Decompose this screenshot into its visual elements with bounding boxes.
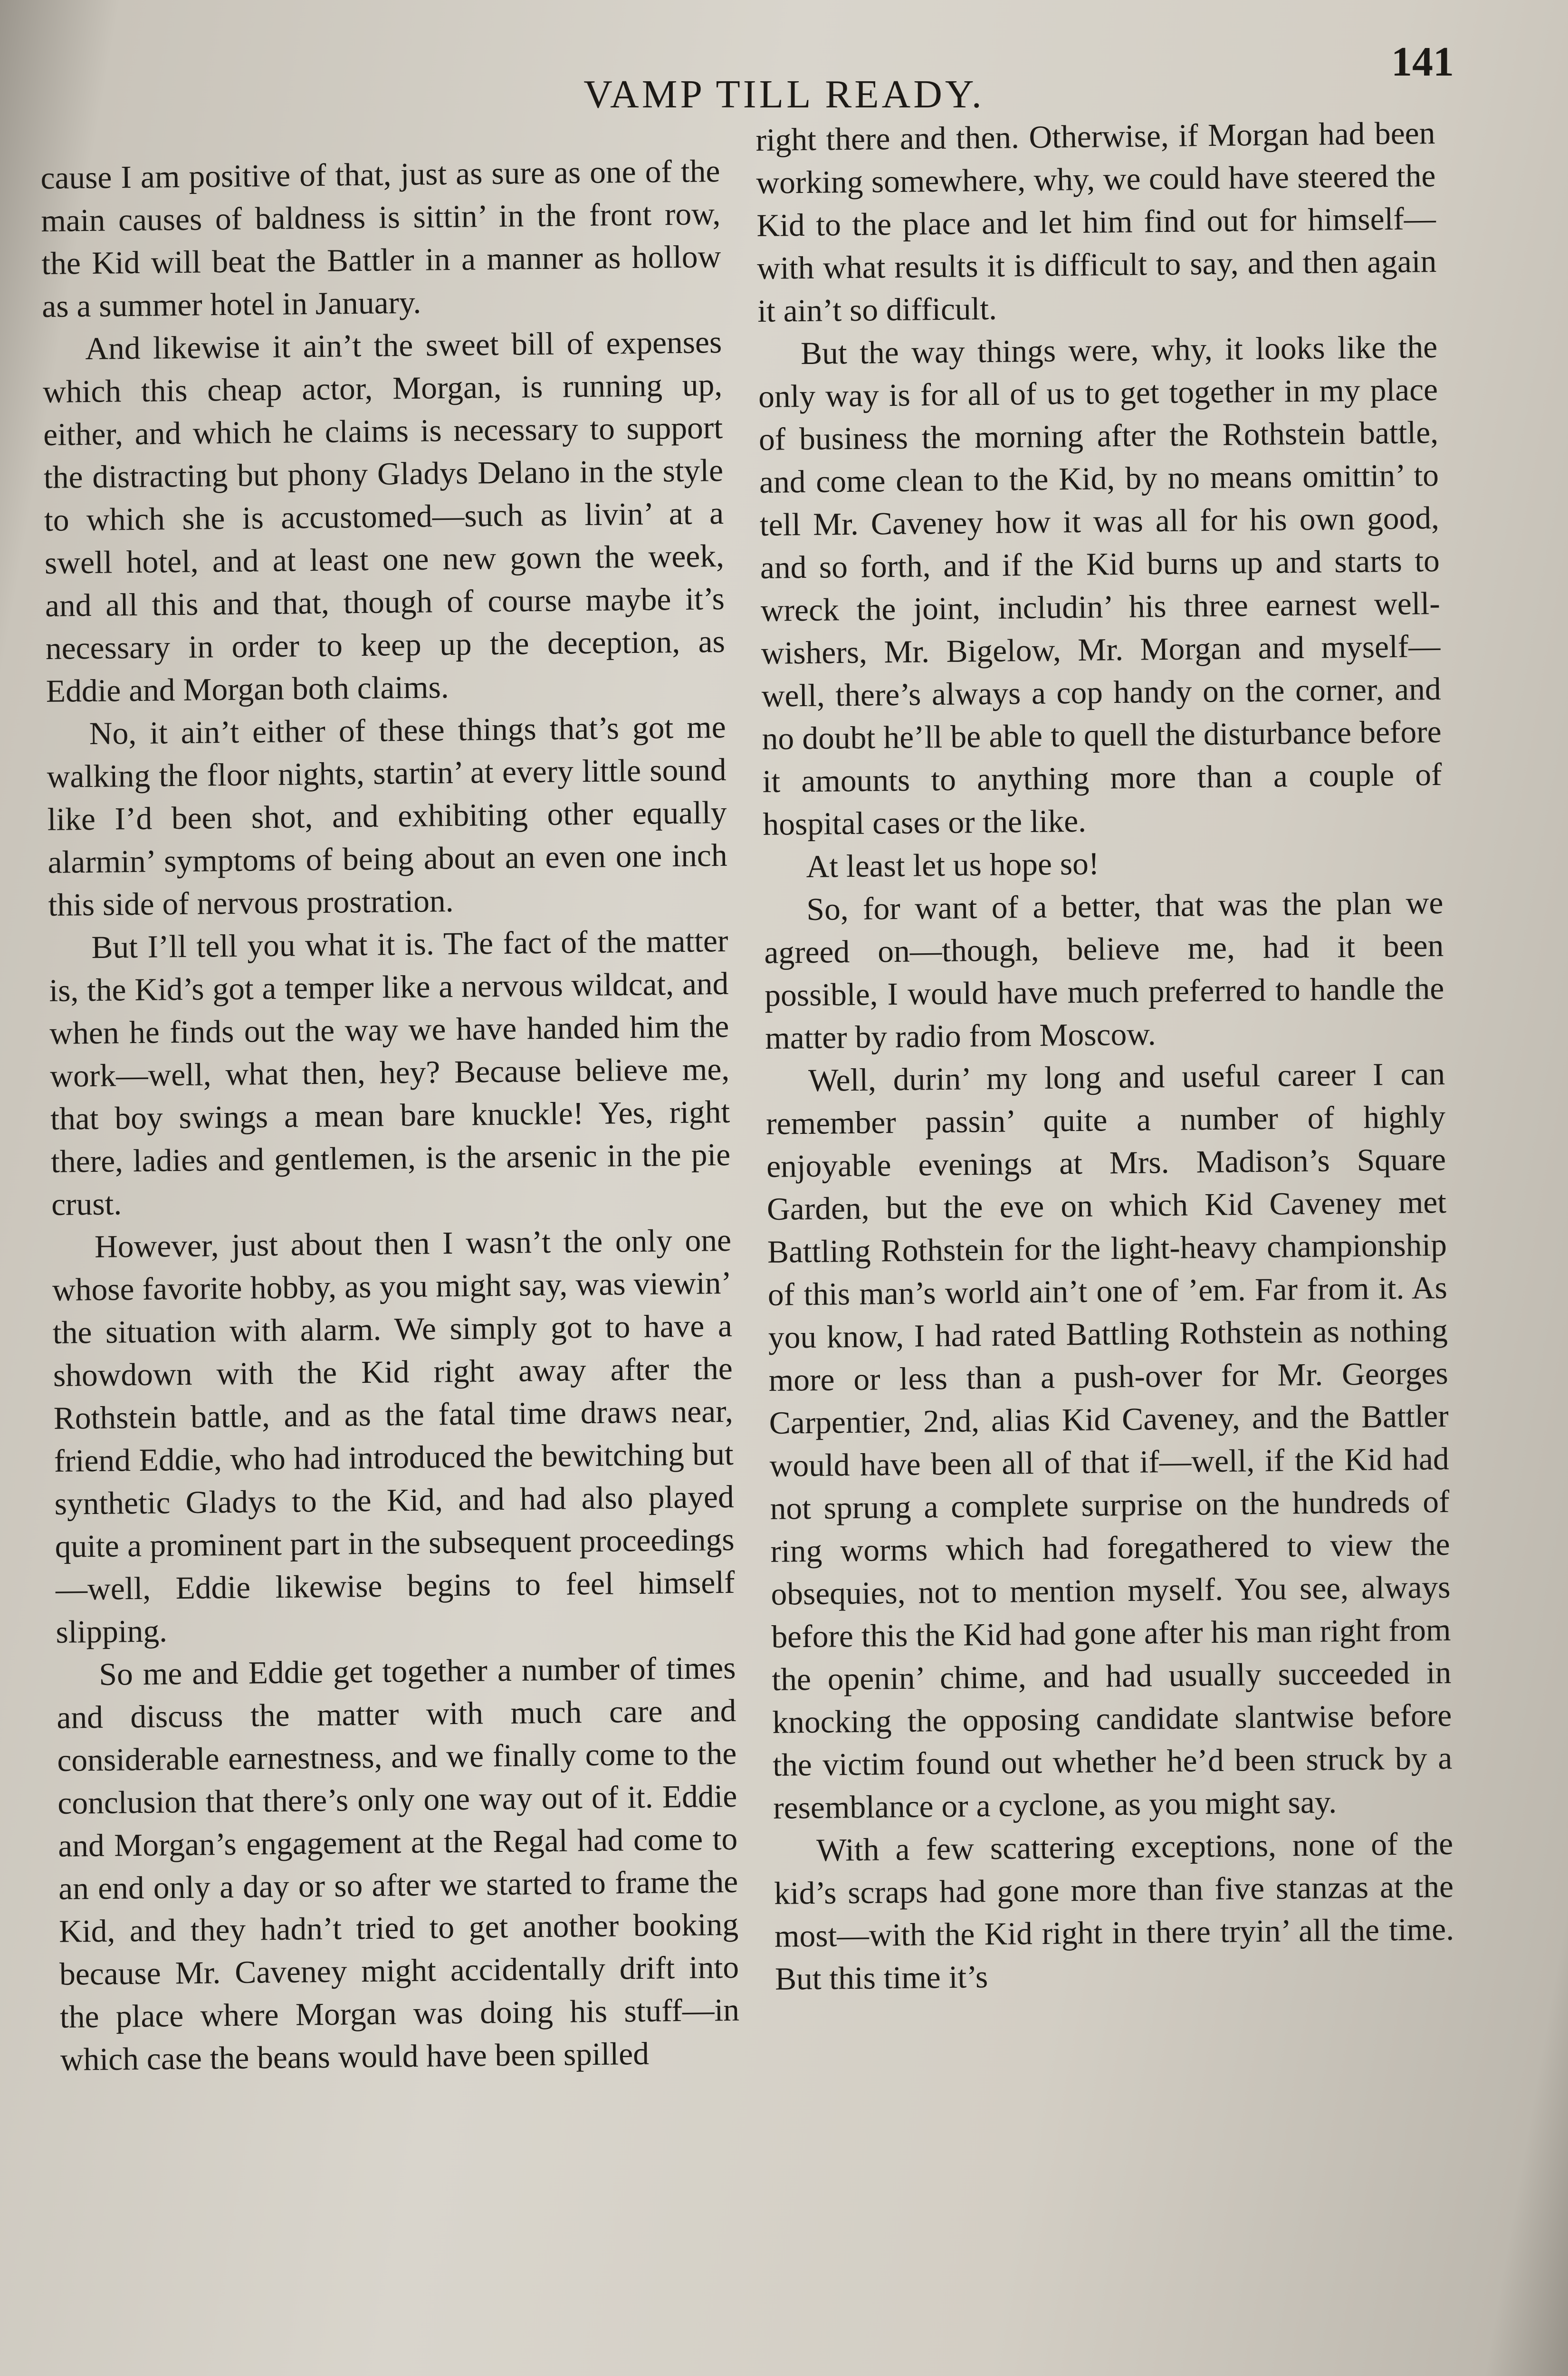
paragraph: But I’ll tell you what it is. The fact of the matter is, the Kid’s got a temper like a nervous wildcat, and when he finds out the way we have handed him the work—well, what then, hey? Because believe me, that boy swings a mean bare knuckle! Yes, right there, ladies and gentlemen, is the arsenic in the pie crust. (48, 922, 731, 1222)
page-number: 141 (1391, 39, 1454, 85)
paragraph: cause I am positive of that, just as sure as one of the main causes of baldness is sittin’ in the front row, the Kid will beat the Battler in a manner as hollow as a summer hotel in January. (40, 153, 721, 324)
paragraph: So, for want of a better, that was the plan we agreed on—though, believe me, had it been possible, I would have much preferred to handle the matter by radio from Moscow. (764, 884, 1444, 1056)
running-head: VAMP TILL READY. (583, 72, 985, 116)
paragraph: No, it ain’t either of these things that’s got me walking the floor nights, startin’ at every little sound like I’d been shot, and exhibiting other equally alarmin’ symptoms of being about an even one inch this side of nervous prostration. (47, 709, 727, 923)
right-column (755, 112, 1458, 2362)
paragraph: Well, durin’ my long and useful career I can remember passin’ quite a number of highly enjoyable evenings at Mrs. Madison’s Square Garden, but the eve on which Kid Caveney met Battling Rothstein for the light-heavy championship of this man’s world ain’t one of ’em. Far from it. As you know, I had rated Battling Rothstein as nothing more or less than a push-over for Mr. Georges Carpentier, 2nd, alias Kid Caveney, and the Battler would have been all of that if—well, if the Kid had not sprung a complete surprise on the hundreds of ring worms which had foregathered to view the obsequies, not to mention myself. You see, always before this the Kid had gone after his man right from the openin’ chime, and had usually succeeded in knocking the opposing candidate slantwise before the victim found out whether he’d been struck by a resemblance or a cyclone, as you might say. (765, 1055, 1453, 1826)
paragraph: But the way things were, why, it looks like the only way is for all of us to get together in my place of business the morning after the Rothstein battle, and come clean to the Kid, by no means omittin’ to tell Mr. Caveney how it was all for his own good, and so forth, and if the Kid burns up and starts to wreck the joint, includin’ his three earnest well-wishers, Mr. Bigelow, Mr. Morgan and myself—well, there’s always a cop handy on the corner, and no doubt he’ll be able to quell the disturbance before it amounts to anything more than a couple of hospital cases or the like. (758, 329, 1442, 842)
paragraph: So me and Eddie get together a number of times and discuss the matter with much care and considerable earnestness, and we finally come to the conclusion that there’s only one way out of it. Eddie and Morgan’s engagement at the Regal had come to an end only a day or so after we started to frame the Kid, and they hadn’t tried to get another booking because Mr. Caveney might accidentally drift into the place where Morgan was doing his stuff—in which case the beans would have been spilled (57, 1649, 740, 2078)
paragraph: And likewise it ain’t the sweet bill of expenses which this cheap actor, Morgan, is running up, either, and which he claims is necessary to support the distracting but phony Gladys Delano in the style to which she is accustomed—such as livin’ at a swell hotel, and at least one new gown the week, and all this and that, though of course maybe it’s necessary in order to keep up the deception, as Eddie and Morgan both claims. (42, 324, 726, 709)
left-column (40, 150, 743, 2376)
paragraph: right there and then. Otherwise, if Morgan had been working somewhere, why, we could have steered the Kid to the place and let him find out for himself—with what results it is difficult to say, and then again it ain’t so difficult. (755, 115, 1437, 329)
paragraph: At least let us hope so! (806, 845, 1100, 884)
paragraph: However, just about then I wasn’t the only one whose favorite hobby, as you might say, was viewin’ the situation with alarm. We simply got to have a showdown with the Kid right away after the Rothstein battle, and as the fatal time draws near, friend Eddie, who had introduced the bewitching but synthetic Gladys to the Kid, and had also played quite a prominent part in the subsequent proceedings—well, Eddie likewise begins to feel himself slipping. (52, 1222, 735, 1650)
paragraph: With a few scattering exceptions, none of the kid’s scraps had gone more than five stanzas at the most—with the Kid right in there tryin’ all the time. But this time it’s (774, 1825, 1454, 1997)
